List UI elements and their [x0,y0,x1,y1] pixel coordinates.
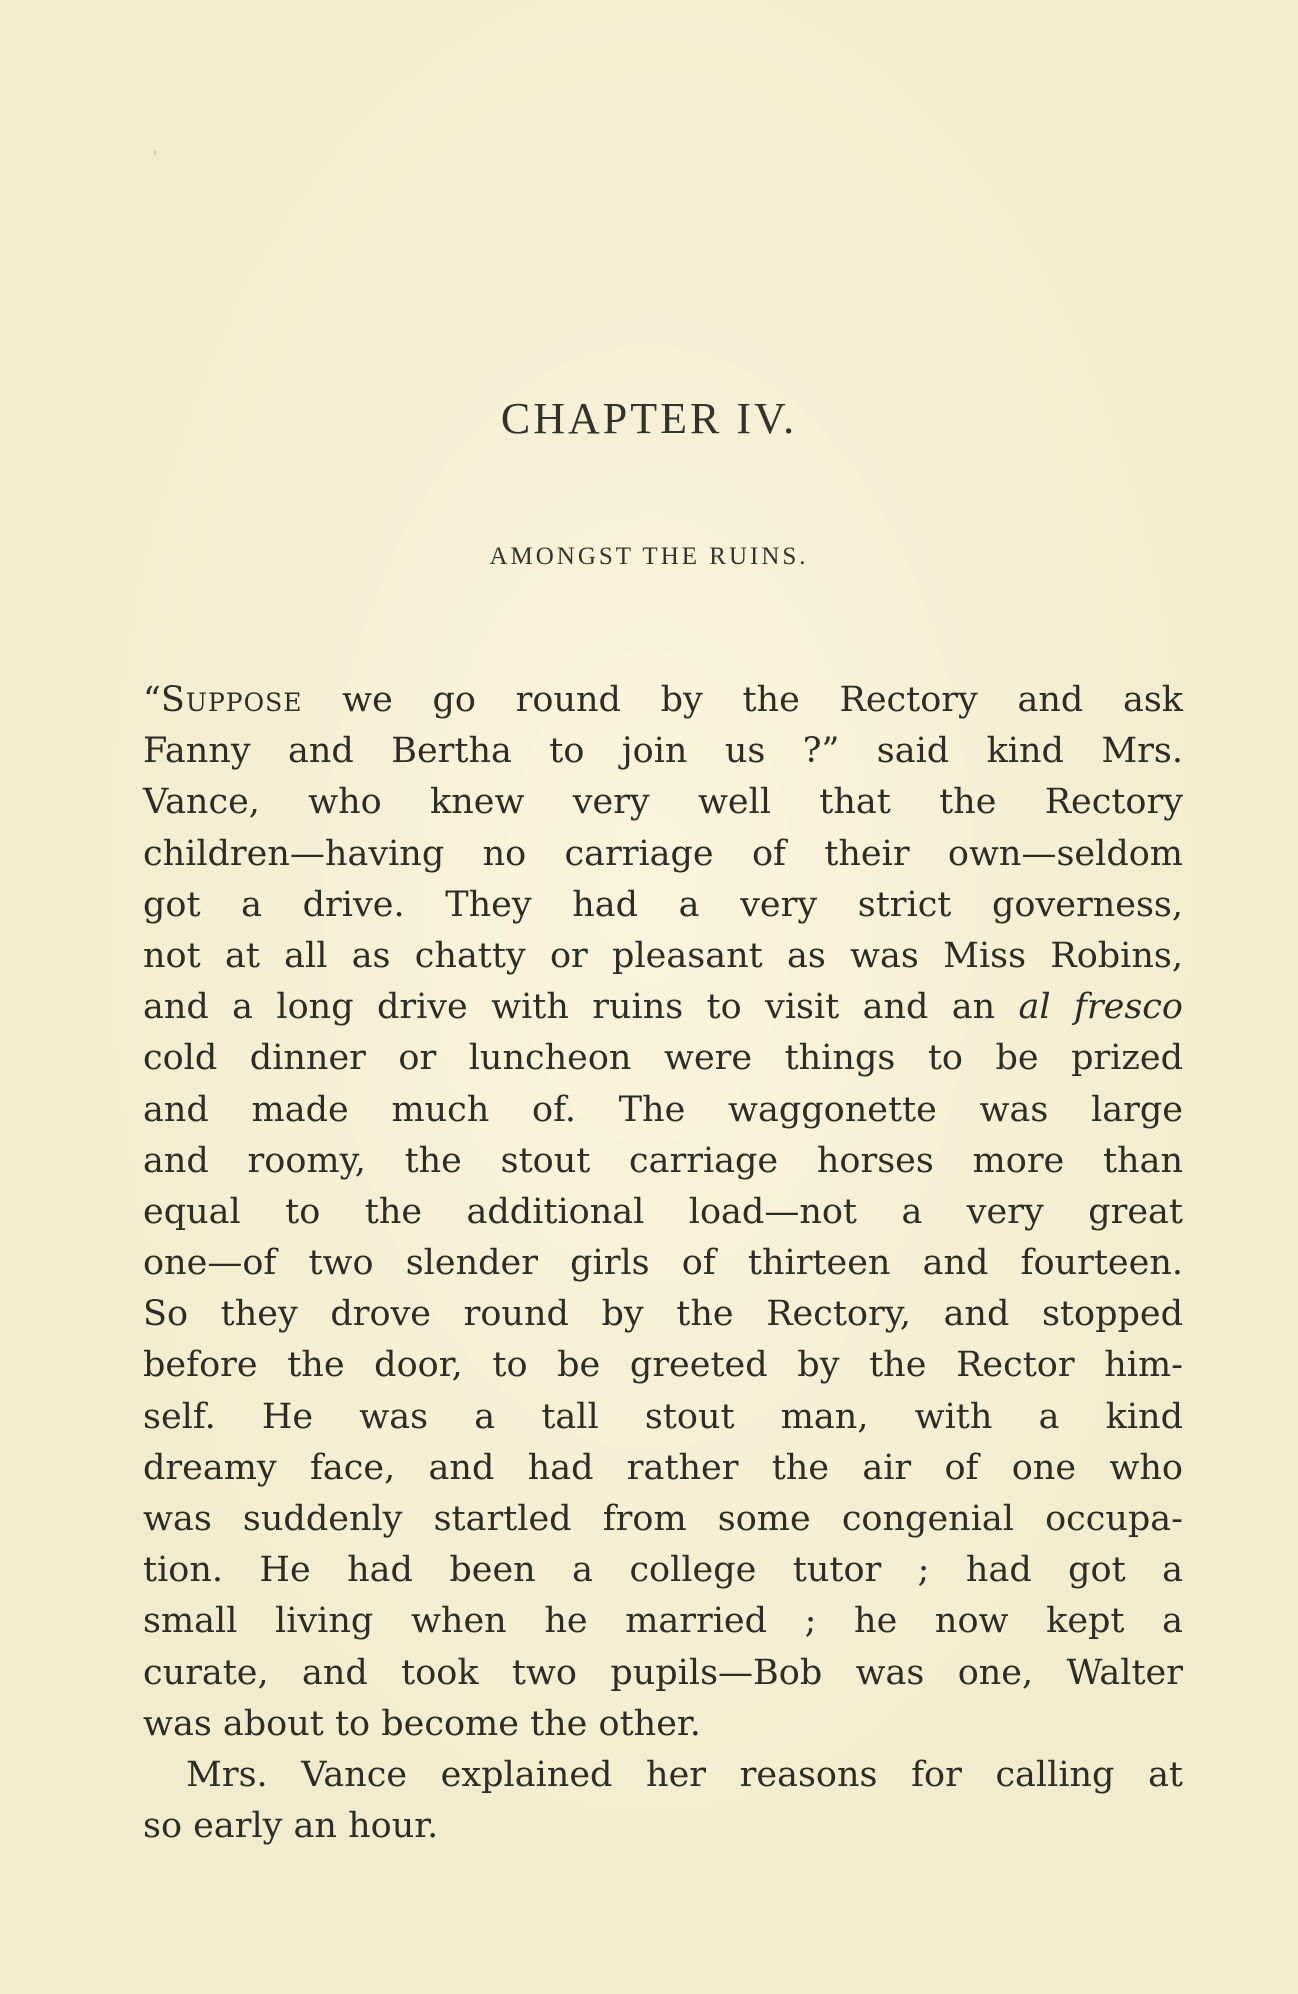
text-line: So they drove round by the Rectory, and stopped [143,1294,1183,1335]
text-line: Mrs. Vance explained her reasons for calling at [186,1754,1183,1795]
line-text: we go round by the Rectory and ask [302,680,1183,720]
text-line [143,675,1183,726]
text-line [143,982,1183,1033]
text-line: cold dinner or luncheon were things to be prized [143,1038,1183,1079]
text-line: Fanny and Bertha to join us ?” said kind Mrs. [143,731,1183,772]
text-line: not at all as chatty or pleasant as was Miss Robins, [143,935,1183,976]
text-line: got a drive. They had a very strict governess, [143,884,1183,925]
text-line: before the door, to be greeted by the Rector him- [143,1345,1183,1386]
text-line: one—of two slender girls of thirteen and fourteen. [143,1243,1183,1284]
chapter-subtitle: AMONGST THE RUINS. [489,543,809,570]
text-line: and roomy, the stout carriage horses more than [143,1140,1183,1181]
text-line: tion. He had been a college tutor ; had got a [143,1550,1183,1591]
text-line: children—having no carriage of their own—seldom [143,833,1183,874]
chapter-heading: CHAPTER IV. [500,394,798,443]
line-text: and a long drive with ruins to visit and an [143,987,1019,1028]
opening-word: Suppose [160,680,303,720]
text-line: equal to the additional load—not a very great [143,1191,1183,1232]
text-line: was about to become the other. [143,1703,701,1744]
paper-speck [154,150,156,155]
chapter-body [143,675,1183,1852]
text-line: so early an hour. [143,1806,439,1847]
text-line: curate, and took two pupils—Bob was one, Walter [143,1652,1183,1693]
text-line: small living when he married ; he now kept a [143,1601,1183,1642]
text-line: self. He was a tall stout man, with a kind [143,1396,1183,1437]
text-line: was suddenly startled from some congenial occupa- [143,1499,1183,1539]
text-line: Vance, who knew very well that the Rectory [143,782,1183,823]
text-line: and made much of. The waggonette was large [143,1089,1183,1130]
italic-phrase: al fresco [1018,987,1183,1028]
opening-quote: “ [143,680,161,720]
text-line: dreamy face, and had rather the air of one who [143,1447,1183,1488]
